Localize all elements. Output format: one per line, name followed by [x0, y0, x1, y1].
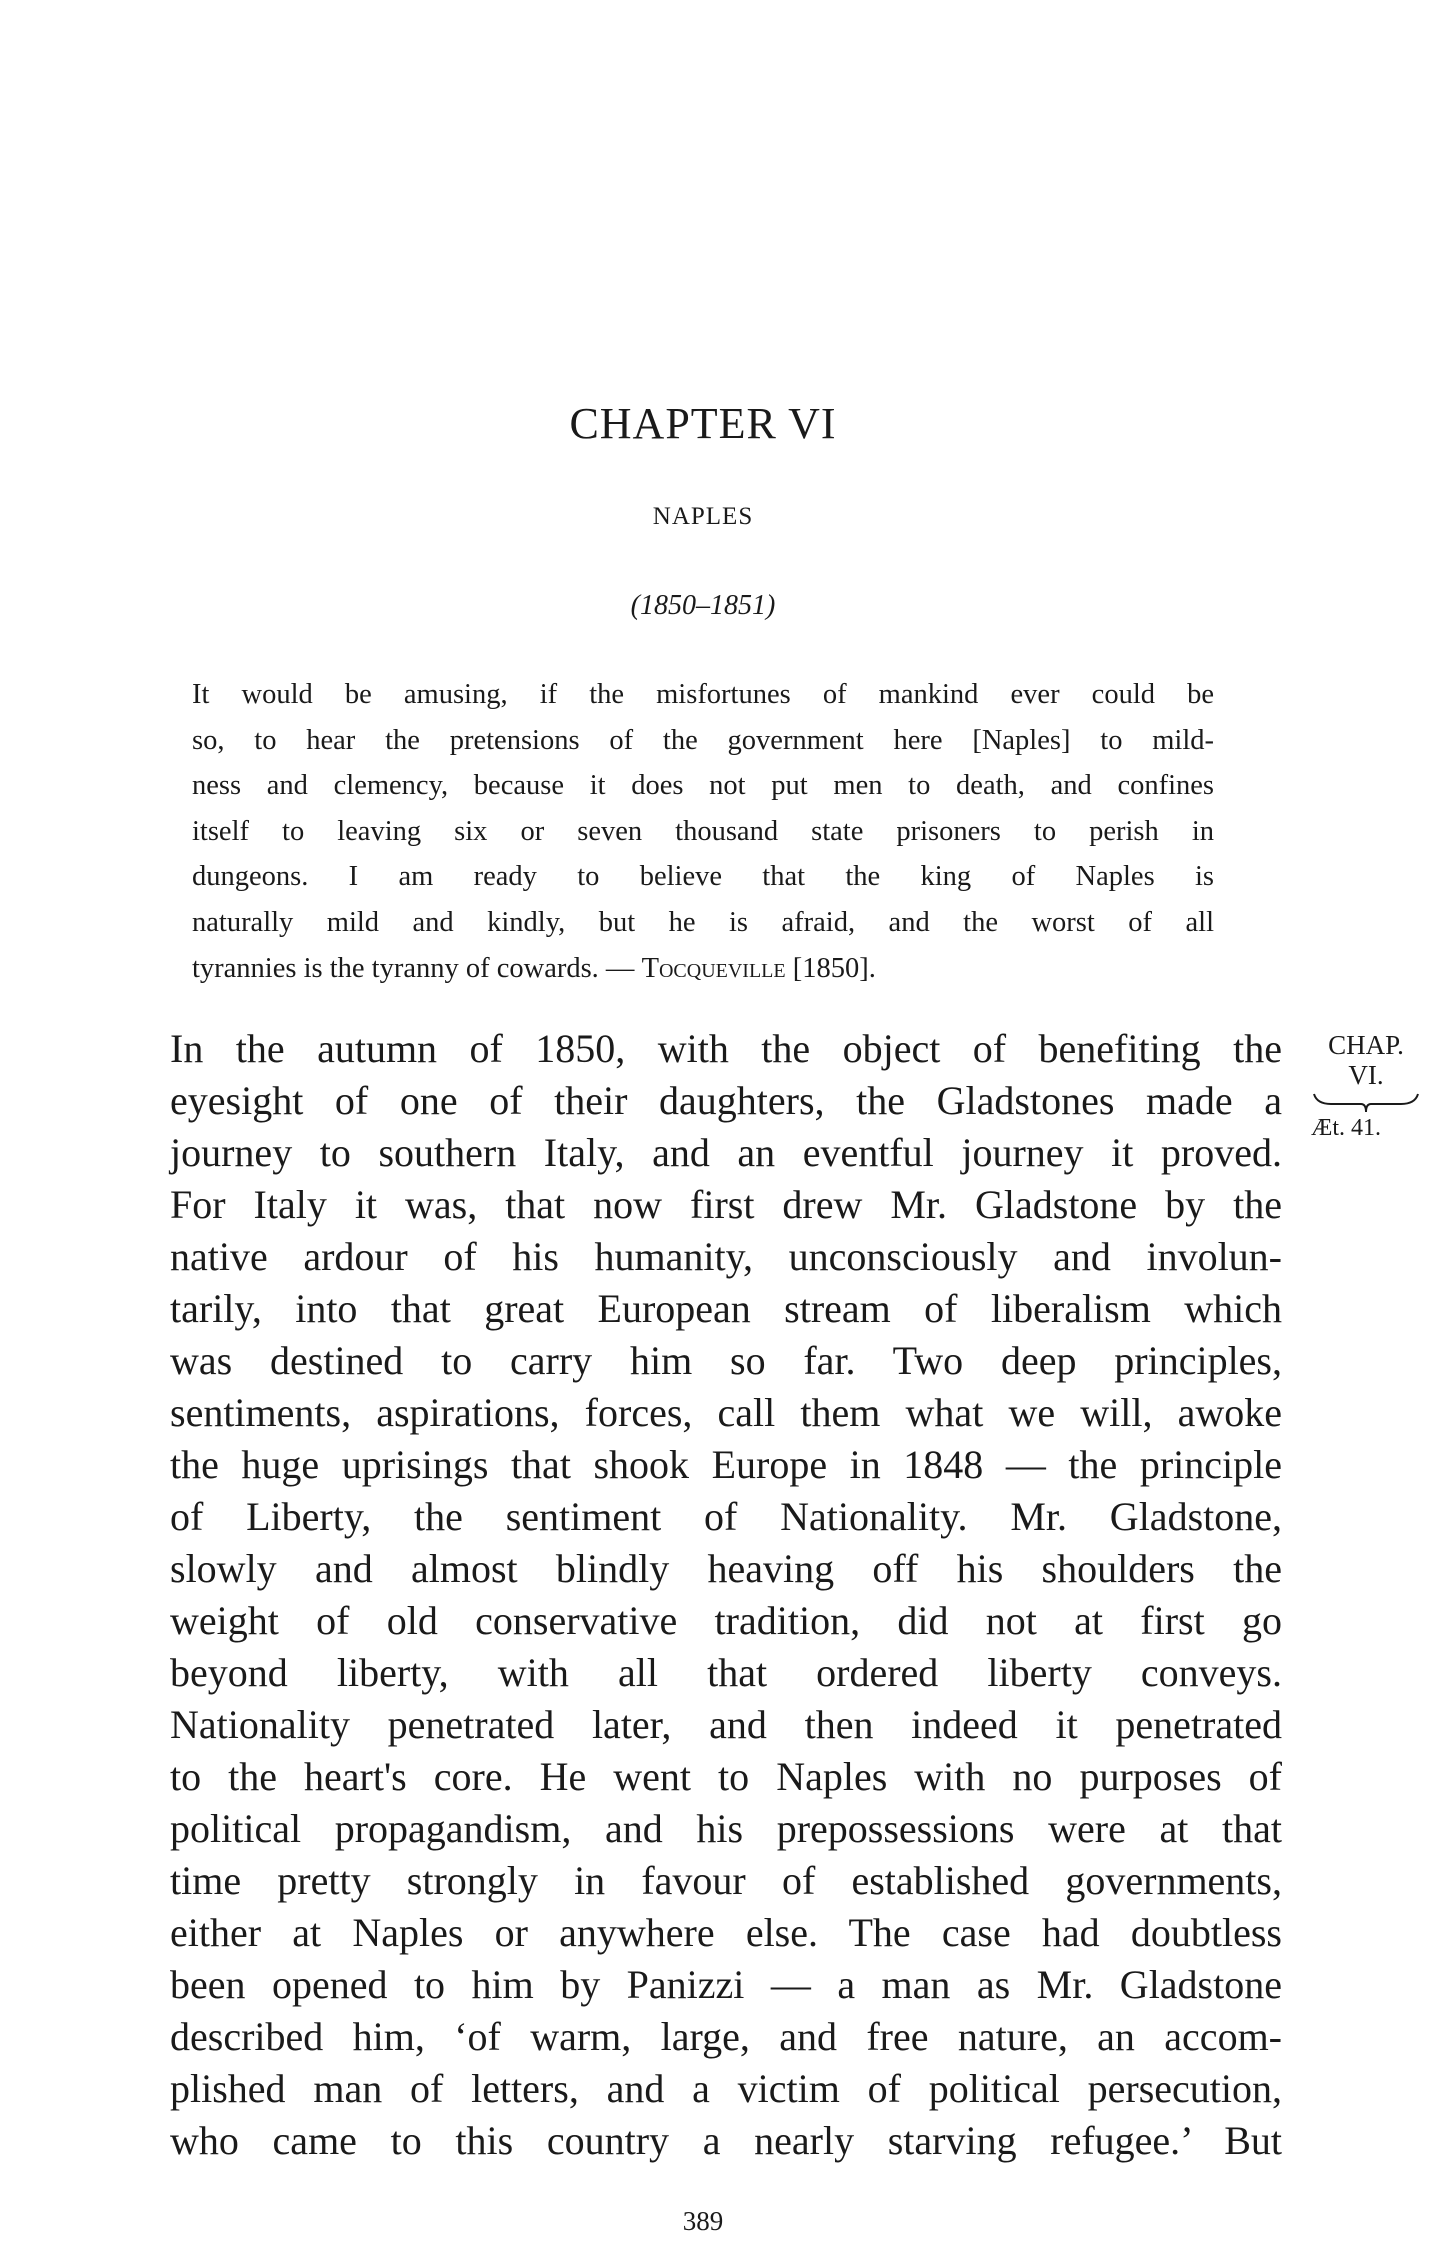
body-line: beyond liberty, with all that ordered liberty conveys. [170, 1650, 1282, 1695]
epigraph-author: Tocqueville [641, 952, 786, 984]
page-number: 389 [682, 2206, 724, 2236]
brace-icon [1311, 1092, 1421, 1114]
body-line: plished man of letters, and a victim of political persecution, [170, 2066, 1282, 2111]
body-line: the huge uprisings that shook Europe in 1848 — the principle [170, 1442, 1282, 1487]
body-line: journey to southern Italy, and an eventful journey it proved. [170, 1130, 1282, 1175]
epigraph [192, 672, 1214, 991]
body-line: time pretty strongly in favour of established governments, [170, 1858, 1282, 1903]
body-line: native ardour of his humanity, unconsciously and involun- [170, 1234, 1282, 1279]
margin-chap-number: VI. [1348, 1060, 1384, 1090]
epigraph-line-text: tyrannies is the tyranny of cowards. — [192, 952, 642, 984]
epigraph-line: so, to hear the pretensions of the government here [Naples] to mild- [192, 724, 1214, 756]
body-line: of Liberty, the sentiment of Nationality. Mr. Gladstone, [170, 1494, 1282, 1539]
body-line: eyesight of one of their daughters, the Gladstones made a [170, 1078, 1282, 1123]
margin-age: Æt. 41. [1311, 1115, 1382, 1141]
epigraph-line: It would be amusing, if the misfortunes of mankind ever could be [192, 679, 1214, 710]
body-line: who came to this country a nearly starving refugee.’ But [170, 2118, 1282, 2163]
epigraph-line: itself to leaving six or seven thousand state prisoners to perish in [192, 815, 1214, 847]
margin-note [1306, 1030, 1426, 1114]
epigraph-line: naturally mild and kindly, but he is afraid, and the worst of all [192, 906, 1214, 938]
body-line: In the autumn of 1850, with the object of benefiting the [170, 1026, 1282, 1071]
body-line: slowly and almost blindly heaving off his shoulders the [170, 1546, 1282, 1591]
chapter-subtitle: NAPLES [652, 503, 754, 530]
body-line: was destined to carry him so far. Two deep principles, [170, 1338, 1282, 1383]
body-text [170, 1023, 1282, 2167]
body-line: sentiments, aspirations, forces, call them what we will, awoke [170, 1390, 1282, 1435]
epigraph-year: [1850]. [785, 952, 876, 984]
body-line: to the heart's core. He went to Naples with no purposes of [170, 1754, 1282, 1799]
body-line: either at Naples or anywhere else. The case had doubtless [170, 1910, 1282, 1955]
body-line: political propagandism, and his prepossessions were at that [170, 1806, 1282, 1851]
body-line: weight of old conservative tradition, did not at first go [170, 1598, 1282, 1643]
body-line: tarily, into that great European stream of liberalism which [170, 1286, 1282, 1331]
body-line: For Italy it was, that now first drew Mr. Gladstone by the [170, 1182, 1282, 1227]
chapter-title: CHAPTER VI [569, 399, 837, 448]
epigraph-line [192, 946, 1214, 992]
body-line: Nationality penetrated later, and then indeed it penetrated [170, 1702, 1282, 1747]
body-line: described him, ‘of warm, large, and free nature, an accom- [170, 2014, 1282, 2059]
body-line: been opened to him by Panizzi — a man as Mr. Gladstone [170, 1962, 1282, 2007]
margin-chap: CHAP. [1328, 1030, 1404, 1060]
chapter-dates: (1850–1851) [630, 590, 776, 621]
epigraph-line: dungeons. I am ready to believe that the king of Naples is [192, 861, 1214, 893]
epigraph-line: ness and clemency, because it does not put men to death, and confines [192, 770, 1214, 802]
